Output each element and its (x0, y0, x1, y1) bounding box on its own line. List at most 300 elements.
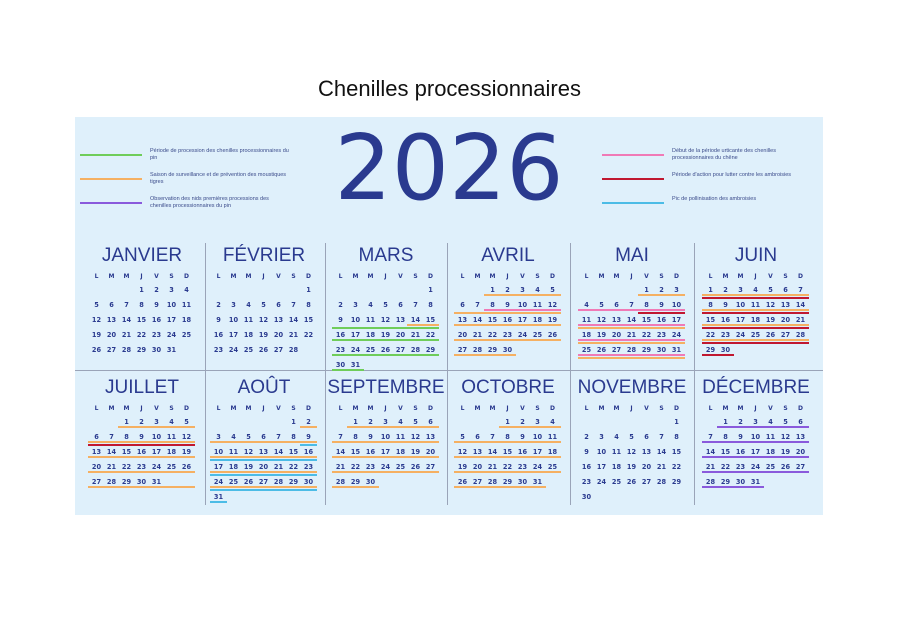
day-cell: 15 (720, 448, 731, 456)
page-title: Chenilles processionnaires (318, 76, 581, 101)
legend-right (602, 150, 862, 222)
day-cell: 28 (795, 331, 806, 339)
weekday-label: M (123, 273, 130, 280)
day-cell: 7 (338, 433, 343, 441)
day-cell: 16 (517, 448, 528, 456)
day-cell: 14 (288, 316, 299, 324)
weekday-label: V (520, 405, 525, 412)
month-block (325, 243, 447, 368)
weekday-label: S (169, 273, 174, 280)
weekday-label: M (352, 273, 359, 280)
day-cell: 27 (106, 346, 117, 354)
red-period-mark (702, 342, 809, 344)
day-cell: 10 (166, 301, 177, 309)
blue-period-mark (210, 459, 317, 461)
day-cell: 4 (184, 286, 189, 294)
orange-period-mark (88, 471, 195, 473)
day-cell: 18 (243, 331, 254, 339)
day-cell: 13 (106, 316, 117, 324)
weekday-label: M (722, 273, 729, 280)
orange-period-mark (578, 342, 685, 344)
day-cell: 4 (768, 418, 773, 426)
day-cell: 7 (708, 433, 713, 441)
day-cell: 12 (258, 316, 269, 324)
day-cell: 8 (723, 433, 728, 441)
weekday-label: D (550, 405, 555, 412)
day-cell: 14 (121, 316, 132, 324)
day-cell: 31 (151, 478, 162, 486)
day-cell: 30 (656, 346, 667, 354)
day-cell: 2 (520, 418, 525, 426)
day-cell: 1 (306, 286, 311, 294)
day-cell: 29 (671, 478, 682, 486)
day-cell: 29 (121, 478, 132, 486)
day-cell: 23 (213, 346, 224, 354)
weekday-label: V (276, 405, 281, 412)
day-cell: 24 (350, 346, 361, 354)
day-cell: 10 (735, 301, 746, 309)
day-cell: 18 (547, 448, 558, 456)
weekday-label: M (352, 405, 359, 412)
month-name: JANVIER (101, 245, 183, 266)
weekday-label: J (630, 273, 633, 280)
legend-swatch (602, 178, 664, 180)
day-cell: 7 (490, 433, 495, 441)
day-cell: 11 (611, 448, 622, 456)
day-cell: 3 (674, 286, 679, 294)
purple-period-mark (702, 471, 809, 473)
day-cell: 9 (216, 316, 221, 324)
orange-period-mark (454, 471, 561, 473)
day-cell: 7 (124, 301, 129, 309)
day-cell: 21 (273, 463, 284, 471)
weekday-label: L (584, 405, 589, 412)
day-cell: 7 (276, 433, 281, 441)
legend-item (80, 150, 340, 174)
day-cell: 7 (659, 433, 664, 441)
day-cell: 10 (532, 433, 543, 441)
day-cell: 10 (596, 448, 607, 456)
day-cell: 16 (502, 316, 513, 324)
day-cell: 9 (723, 301, 728, 309)
day-cell: 5 (184, 418, 189, 426)
day-cell: 27 (395, 346, 406, 354)
orange-period-mark (702, 324, 809, 326)
day-cell: 9 (368, 433, 373, 441)
day-cell: 29 (425, 346, 436, 354)
day-cell: 14 (487, 448, 498, 456)
day-cell: 20 (611, 331, 622, 339)
orange-period-mark (210, 471, 317, 473)
day-cell: 21 (705, 463, 716, 471)
day-cell: 7 (291, 301, 296, 309)
day-cell: 30 (335, 361, 346, 369)
day-cell: 12 (410, 433, 421, 441)
day-cell: 4 (584, 301, 589, 309)
day-cell: 6 (614, 301, 619, 309)
day-cell: 25 (547, 463, 558, 471)
day-cell: 1 (490, 286, 495, 294)
weekday-label: D (798, 405, 803, 412)
day-cell: 16 (735, 448, 746, 456)
day-cell: 25 (581, 346, 592, 354)
day-cell: 14 (273, 448, 284, 456)
orange-period-mark (454, 441, 561, 443)
weekday-label: L (216, 405, 221, 412)
day-cell: 18 (581, 331, 592, 339)
weekday-label: L (460, 405, 465, 412)
weekday-label: L (584, 273, 589, 280)
day-cell: 28 (656, 478, 667, 486)
day-cell: 15 (121, 448, 132, 456)
day-cell: 16 (656, 316, 667, 324)
day-cell: 25 (532, 331, 543, 339)
blue-period-mark (210, 489, 317, 491)
month-name: MARS (358, 245, 414, 266)
day-cell: 25 (750, 331, 761, 339)
day-cell: 2 (338, 301, 343, 309)
day-cell: 24 (166, 331, 177, 339)
day-cell: 5 (550, 286, 555, 294)
day-cell: 20 (472, 463, 483, 471)
day-cell: 20 (780, 316, 791, 324)
day-cell: 4 (231, 433, 236, 441)
day-cell: 5 (261, 301, 266, 309)
legend-label: Saison de surveillance et de prévention des moustiques tigres (150, 172, 287, 185)
red-period-mark (702, 327, 809, 329)
day-cell: 2 (154, 286, 159, 294)
day-cell: 26 (380, 346, 391, 354)
legend-label: Observation des nids premières processions des chenilles processionnaires du pin (150, 196, 269, 209)
day-cell: 15 (487, 316, 498, 324)
weekday-label: M (367, 273, 374, 280)
day-cell: 19 (380, 331, 391, 339)
day-cell: 4 (614, 433, 619, 441)
day-cell: 24 (517, 331, 528, 339)
day-cell: 22 (487, 331, 498, 339)
day-cell: 27 (425, 463, 436, 471)
day-cell: 28 (705, 478, 716, 486)
green-period-mark (332, 327, 439, 329)
weekday-label: J (506, 405, 509, 412)
red-period-mark (88, 444, 195, 446)
day-cell: 28 (121, 346, 132, 354)
legend-label: Période de procession des chenilles processionnaires du pin (150, 148, 289, 161)
day-cell: 24 (735, 331, 746, 339)
day-cell: 19 (457, 463, 468, 471)
day-cell: 27 (258, 478, 269, 486)
day-cell: 10 (350, 316, 361, 324)
day-cell: 13 (273, 316, 284, 324)
day-cell: 11 (166, 433, 177, 441)
weekday-label: L (708, 405, 713, 412)
day-cell: 1 (723, 418, 728, 426)
month-block (571, 375, 693, 500)
day-cell: 26 (596, 346, 607, 354)
day-cell: 24 (596, 478, 607, 486)
day-cell: 17 (228, 331, 239, 339)
day-cell: 10 (517, 301, 528, 309)
day-cell: 23 (656, 331, 667, 339)
red-period-mark (702, 297, 809, 299)
day-cell: 9 (505, 301, 510, 309)
day-cell: 3 (154, 418, 159, 426)
day-cell: 3 (169, 286, 174, 294)
day-cell: 8 (708, 301, 713, 309)
day-cell: 27 (472, 478, 483, 486)
weekday-label: M (613, 273, 620, 280)
day-cell: 2 (216, 301, 221, 309)
month-block (571, 243, 693, 368)
day-cell: 18 (395, 448, 406, 456)
month-block (447, 375, 569, 500)
day-cell: 3 (535, 418, 540, 426)
day-cell: 30 (136, 478, 147, 486)
day-cell: 31 (213, 493, 224, 501)
day-cell: 22 (720, 463, 731, 471)
day-cell: 15 (425, 316, 436, 324)
weekday-label: M (489, 273, 496, 280)
day-cell: 23 (581, 478, 592, 486)
day-cell: 6 (276, 301, 281, 309)
day-cell: 9 (520, 433, 525, 441)
weekday-label: S (291, 273, 296, 280)
day-cell: 8 (490, 301, 495, 309)
day-cell: 6 (398, 301, 403, 309)
day-cell: 8 (291, 433, 296, 441)
day-cell: 5 (383, 301, 388, 309)
weekday-label: D (428, 405, 433, 412)
day-cell: 1 (353, 418, 358, 426)
weekday-label: S (413, 273, 418, 280)
day-cell: 17 (350, 331, 361, 339)
day-cell: 26 (626, 478, 637, 486)
legend-swatch (80, 154, 142, 156)
day-cell: 14 (795, 301, 806, 309)
day-cell: 19 (243, 463, 254, 471)
day-cell: 9 (154, 301, 159, 309)
day-cell: 24 (151, 463, 162, 471)
day-cell: 8 (139, 301, 144, 309)
day-cell: 7 (413, 301, 418, 309)
weekday-label: M (598, 405, 605, 412)
orange-period-mark (578, 327, 685, 329)
day-cell: 4 (398, 418, 403, 426)
day-cell: 13 (780, 301, 791, 309)
day-cell: 30 (581, 493, 592, 501)
orange-period-mark (88, 486, 195, 488)
day-cell: 19 (410, 448, 421, 456)
day-cell: 18 (765, 448, 776, 456)
green-period-mark (332, 339, 439, 341)
day-cell: 23 (735, 463, 746, 471)
day-cell: 17 (213, 463, 224, 471)
weekday-label: J (754, 405, 757, 412)
orange-period-mark (332, 486, 379, 488)
legend-item (602, 150, 862, 174)
day-cell: 16 (335, 331, 346, 339)
green-period-mark (332, 354, 439, 356)
day-cell: 20 (395, 331, 406, 339)
month-block (447, 243, 569, 368)
day-cell: 16 (720, 316, 731, 324)
day-cell: 13 (91, 448, 102, 456)
month-name: SEPTEMBRE (327, 377, 445, 398)
day-cell: 13 (611, 316, 622, 324)
day-cell: 8 (428, 301, 433, 309)
month-name: DÉCEMBRE (702, 377, 810, 398)
day-cell: 22 (502, 463, 513, 471)
day-cell: 15 (641, 316, 652, 324)
day-cell: 5 (629, 433, 634, 441)
day-cell: 23 (517, 463, 528, 471)
day-cell: 23 (151, 331, 162, 339)
green-period-mark (332, 369, 364, 371)
day-cell: 24 (380, 463, 391, 471)
weekday-label: D (184, 273, 189, 280)
weekday-label: D (674, 273, 679, 280)
day-cell: 29 (502, 478, 513, 486)
legend-left (80, 150, 340, 222)
day-cell: 13 (641, 448, 652, 456)
day-cell: 21 (335, 463, 346, 471)
day-cell: 30 (303, 478, 314, 486)
orange-period-mark (702, 339, 809, 341)
day-cell: 19 (626, 463, 637, 471)
day-cell: 26 (457, 478, 468, 486)
day-cell: 6 (460, 301, 465, 309)
weekday-label: J (384, 273, 387, 280)
day-cell: 22 (288, 463, 299, 471)
day-cell: 23 (365, 463, 376, 471)
day-cell: 19 (181, 448, 192, 456)
weekday-label: L (216, 273, 221, 280)
day-cell: 27 (91, 478, 102, 486)
day-cell: 12 (243, 448, 254, 456)
day-cell: 31 (671, 346, 682, 354)
orange-period-mark (499, 426, 561, 428)
day-cell: 12 (626, 448, 637, 456)
day-cell: 16 (151, 316, 162, 324)
month-block (203, 243, 325, 368)
day-cell: 19 (547, 316, 558, 324)
legend-item (602, 198, 862, 222)
day-cell: 30 (151, 346, 162, 354)
day-cell: 5 (768, 286, 773, 294)
day-cell: 15 (303, 316, 314, 324)
day-cell: 25 (166, 463, 177, 471)
orange-period-mark (454, 324, 561, 326)
day-cell: 26 (410, 463, 421, 471)
day-cell: 13 (472, 448, 483, 456)
day-cell: 5 (783, 418, 788, 426)
blue-period-mark (300, 444, 317, 446)
day-cell: 7 (109, 433, 114, 441)
day-cell: 21 (487, 463, 498, 471)
day-cell: 12 (547, 301, 558, 309)
orange-period-mark (88, 441, 195, 443)
day-cell: 1 (505, 418, 510, 426)
orange-period-mark (407, 324, 439, 326)
month-name: JUIN (734, 245, 778, 266)
orange-period-mark (332, 471, 439, 473)
blue-period-mark (210, 501, 227, 503)
day-cell: 10 (750, 433, 761, 441)
weekday-label: M (737, 405, 744, 412)
day-cell: 19 (91, 331, 102, 339)
day-cell: 28 (472, 346, 483, 354)
weekday-label: V (154, 273, 159, 280)
day-cell: 1 (674, 418, 679, 426)
orange-period-mark (578, 357, 685, 359)
month-name: MAI (615, 245, 649, 266)
day-cell: 8 (124, 433, 129, 441)
weekday-label: M (474, 405, 481, 412)
legend-label: Période d'action pour lutter contre les ambroisies (672, 172, 792, 178)
day-cell: 11 (365, 316, 376, 324)
day-cell: 3 (231, 301, 236, 309)
day-cell: 12 (91, 316, 102, 324)
day-cell: 24 (671, 331, 682, 339)
day-cell: 6 (109, 301, 114, 309)
weekday-label: J (384, 405, 387, 412)
blue-period-mark (210, 474, 317, 476)
weekday-label: S (783, 405, 788, 412)
day-cell: 30 (735, 478, 746, 486)
day-cell: 22 (136, 331, 147, 339)
day-cell: 24 (750, 463, 761, 471)
calendar-panel (75, 117, 823, 515)
month-block (695, 375, 817, 500)
day-cell: 12 (457, 448, 468, 456)
day-cell: 25 (365, 346, 376, 354)
month-block (325, 375, 447, 500)
day-cell: 16 (581, 463, 592, 471)
day-cell: 20 (273, 331, 284, 339)
day-cell: 4 (550, 418, 555, 426)
weekday-label: S (169, 405, 174, 412)
day-cell: 5 (460, 433, 465, 441)
day-cell: 24 (532, 463, 543, 471)
day-cell: 14 (106, 448, 117, 456)
day-cell: 24 (228, 346, 239, 354)
day-cell: 31 (350, 361, 361, 369)
weekday-label: V (644, 273, 649, 280)
day-cell: 2 (584, 433, 589, 441)
day-cell: 30 (720, 346, 731, 354)
day-cell: 29 (720, 478, 731, 486)
orange-period-mark (210, 486, 317, 488)
day-cell: 22 (705, 331, 716, 339)
day-cell: 7 (629, 301, 634, 309)
day-cell: 28 (410, 346, 421, 354)
day-cell: 31 (166, 346, 177, 354)
weekday-label: J (262, 273, 265, 280)
day-cell: 1 (708, 286, 713, 294)
day-cell: 11 (581, 316, 592, 324)
day-cell: 28 (288, 346, 299, 354)
day-cell: 16 (303, 448, 314, 456)
day-cell: 3 (216, 433, 221, 441)
weekday-label: J (754, 273, 757, 280)
day-cell: 4 (535, 286, 540, 294)
day-cell: 27 (273, 346, 284, 354)
orange-period-mark (702, 309, 809, 311)
day-cell: 11 (228, 448, 239, 456)
day-cell: 17 (596, 463, 607, 471)
weekday-label: S (535, 273, 540, 280)
month-block (203, 375, 325, 500)
